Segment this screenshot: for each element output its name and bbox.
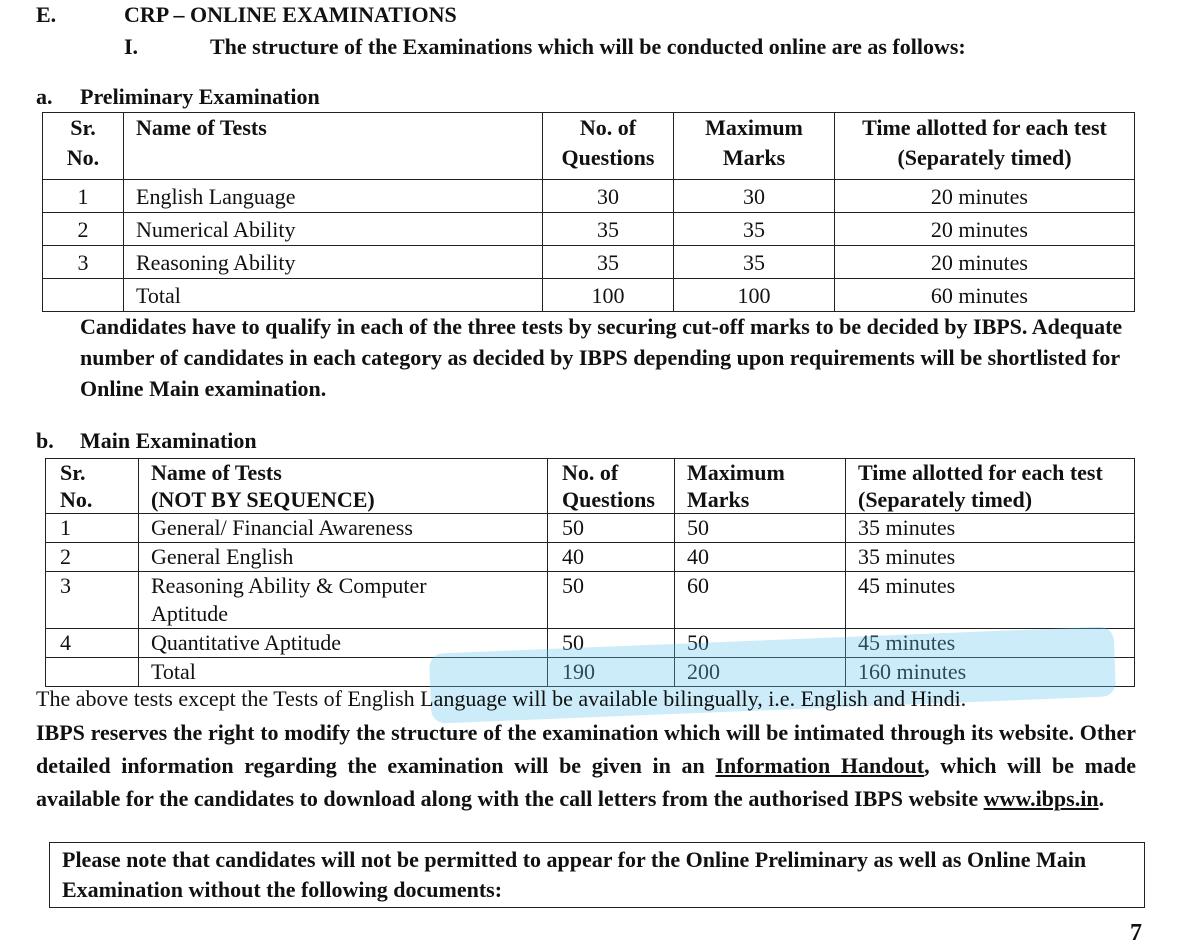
prelim-heading <box>36 84 320 110</box>
main-heading <box>36 428 257 454</box>
table-row <box>43 180 1135 213</box>
main-marker: b. <box>36 428 54 453</box>
cell-sr: 1 <box>46 514 139 543</box>
cell-questions: 35 <box>543 246 674 279</box>
cell-marks: 40 <box>675 543 846 572</box>
cell-time: 160 minutes <box>846 658 1135 687</box>
cell-marks: 200 <box>675 658 846 687</box>
cell-marks: 50 <box>675 514 846 543</box>
information-handout-link[interactable]: Information Handout <box>715 753 925 778</box>
subsection-roman: I. <box>124 34 139 59</box>
main-header-row <box>46 459 1135 514</box>
reserve-text-mid: , which will be made available for the candidates to download along with the call letters from the authorised IBPS website <box>36 753 1136 811</box>
cell-marks: 50 <box>675 629 846 658</box>
cell-time: 20 minutes <box>835 180 1135 213</box>
prelim-header-questions: No. of Questions <box>543 113 674 180</box>
cell-name: Reasoning Ability <box>124 246 543 279</box>
cell-name: Total <box>139 658 548 687</box>
cell-name: Quantitative Aptitude <box>139 629 548 658</box>
table-row <box>43 246 1135 279</box>
cell-questions: 50 <box>548 572 675 629</box>
reserve-paragraph <box>36 716 1136 815</box>
prelim-header-time: Time allotted for each test (Separately timed) <box>835 113 1135 180</box>
cell-name: Numerical Ability <box>124 213 543 246</box>
cell-marks: 30 <box>674 180 835 213</box>
cell-time: 45 minutes <box>846 572 1135 629</box>
cell-questions: 40 <box>548 543 675 572</box>
prelim-note: Candidates have to qualify in each of the three tests by securing cut-off marks to be decided by IBPS. Adequate number of candidates in each category as decided by IBPS depending upon requirements will be shortlisted for Online Main examination. <box>80 314 1123 401</box>
cell-sr: 1 <box>43 180 124 213</box>
cell-sr: 2 <box>46 543 139 572</box>
reserve-text: IBPS reserves the right to modify the structure of the examination which will be intimated through its website. Other detailed information regarding the examination will be given in an <box>36 720 1136 778</box>
cell-time: 35 minutes <box>846 514 1135 543</box>
cell-time: 20 minutes <box>835 246 1135 279</box>
cell-questions: 50 <box>548 514 675 543</box>
cell-sr <box>43 279 124 312</box>
table-row <box>46 543 1135 572</box>
cell-sr: 3 <box>46 572 139 629</box>
cell-sr <box>46 658 139 687</box>
table-row <box>46 572 1135 629</box>
ibps-website-link[interactable]: www.ibps.in <box>983 786 1099 811</box>
prelim-header-marks: Maximum Marks <box>674 113 835 180</box>
main-header-marks: Maximum Marks <box>675 459 846 514</box>
cell-questions: 35 <box>543 213 674 246</box>
reserve-text-end: . <box>1098 786 1105 811</box>
main-header-sr: Sr. No. <box>46 459 139 514</box>
cell-marks: 60 <box>675 572 846 629</box>
section-title: CRP – ONLINE EXAMINATIONS <box>124 2 457 27</box>
prelim-header-row <box>43 113 1135 180</box>
main-header-questions: No. of Questions <box>548 459 675 514</box>
prelim-header-sr: Sr. No. <box>43 113 124 180</box>
table-row <box>46 514 1135 543</box>
section-subtitle: The structure of the Examinations which will be conducted online are as follows: <box>210 34 966 59</box>
cell-name: Total <box>124 279 543 312</box>
cell-name: English Language <box>124 180 543 213</box>
cell-time: 45 minutes <box>846 629 1135 658</box>
cell-time: 35 minutes <box>846 543 1135 572</box>
cell-marks: 35 <box>674 213 835 246</box>
cell-name: General/ Financial Awareness <box>139 514 548 543</box>
prelim-marker: a. <box>36 84 53 109</box>
main-heading-text: Main Examination <box>80 428 257 453</box>
cell-time: 20 minutes <box>835 213 1135 246</box>
cell-questions: 30 <box>543 180 674 213</box>
cell-name: Reasoning Ability & Computer Aptitude <box>139 572 548 629</box>
cell-questions: 100 <box>543 279 674 312</box>
prelim-header-name: Name of Tests <box>124 113 543 180</box>
cell-time: 60 minutes <box>835 279 1135 312</box>
table-row-total <box>43 279 1135 312</box>
prelim-table <box>42 112 1135 312</box>
cell-marks: 100 <box>674 279 835 312</box>
cell-marks: 35 <box>674 246 835 279</box>
page-number: 7 <box>1130 920 1142 946</box>
bilingual-note: The above tests except the Tests of English Language will be available bilingually, i.e. English and Hindi. <box>36 686 967 711</box>
documents-notice-box: Please note that candidates will not be permitted to appear for the Online Preliminary as well as Online Main Examination without the following documents: <box>49 842 1145 908</box>
cell-sr: 2 <box>43 213 124 246</box>
cell-name: General English <box>139 543 548 572</box>
section-letter: E. <box>36 2 57 27</box>
cell-questions: 190 <box>548 658 675 687</box>
prelim-heading-text: Preliminary Examination <box>80 84 320 109</box>
cell-sr: 4 <box>46 629 139 658</box>
cell-sr: 3 <box>43 246 124 279</box>
table-row <box>43 213 1135 246</box>
cell-questions: 50 <box>548 629 675 658</box>
main-header-name: Name of Tests (NOT BY SEQUENCE) <box>139 459 548 514</box>
main-header-time: Time allotted for each test (Separately timed) <box>846 459 1135 514</box>
